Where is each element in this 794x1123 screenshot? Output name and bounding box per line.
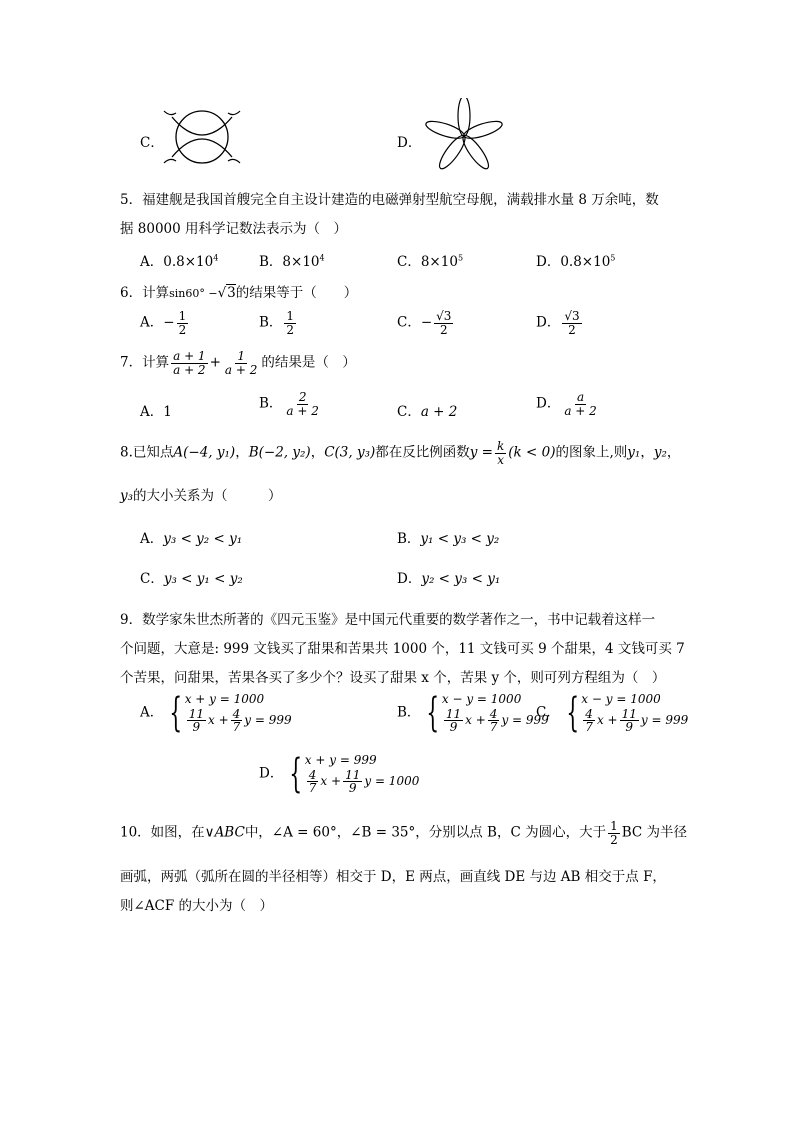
q4-option-d-label: D． xyxy=(397,135,422,151)
q5-option-d[interactable]: D．$0.8\times 10^5$ xyxy=(536,253,616,270)
q10-stem-line1: 10．如图，在∨ABC中，∠A = 60°，∠B = 35°，分别以点 B，C 为圆心，大于 $\frac{1}{2}$ BC 为半径 xyxy=(120,819,688,847)
q5-stem-line1: 5．福建舰是我国首艘完全自主设计建造的电磁弹射型航空母舰，满载排水量 8 万余吨，数 xyxy=(120,192,659,208)
q7-option-d[interactable]: D． $\frac{a}{a + 2}$ xyxy=(536,390,597,418)
q8-stem-line2: y₃的大小关系为（ ） xyxy=(120,488,282,504)
q6-option-c[interactable]: C．− $\frac{√3}{2}$ xyxy=(397,309,452,337)
q4-option-c-label: C． xyxy=(140,135,164,151)
q9-stem-line3: 个苦果，问甜果，苦果各买了多少个？设买了甜果 x 个，苦果 y 个，则可列方程组为（ ） xyxy=(120,670,666,686)
q6-option-a[interactable]: A．− $\frac{1}{2}$ xyxy=(140,309,187,337)
q4-option-d-figure xyxy=(420,98,508,176)
q8-stem-line1: 8.已知点A(−4, y₁)，B(−2, y₂)，C(3, y₃)都在反比例函数y = $\frac{k}{x}$ (k < 0)的图象上,则y₁，y₂， xyxy=(120,439,681,467)
q7-stem: 7．计算 $\frac{a + 1}{a + 2}$ + $\frac{1}{a + 2}$ 的结果是（ ） xyxy=(120,349,356,377)
q5-option-a[interactable]: A．$0.8\times 10^4$ xyxy=(140,253,219,270)
q10-stem-line3: 则∠ACF 的大小为（ ） xyxy=(120,898,274,914)
q9-option-d[interactable]: D． { x + y = 999 $\frac{4}{7}$ x + $\frac{11}{9}$ y = 1000 xyxy=(259,750,420,797)
q5-stem-line2: 据 80000 用科学记数法表示为（ ） xyxy=(120,221,348,237)
q7-option-a[interactable]: A．1 xyxy=(140,404,172,420)
q9-stem-line1: 9．数学家朱世杰所著的《四元玉鉴》是中国元代重要的数学著作之一，书中记载着这样一 xyxy=(120,612,656,628)
q8-option-b[interactable]: B．y₁ < y₃ < y₂ xyxy=(397,531,500,547)
q9-option-a[interactable]: A． { x + y = 1000 $\frac{11}{9}$ x + $\frac{4}{7}$ y = 999 xyxy=(140,689,292,736)
q9-option-b[interactable]: B． { x − y = 1000 $\frac{11}{9}$ x + $\frac{4}{7}$ y = 999 xyxy=(397,689,549,736)
q8-option-d[interactable]: D．y₂ < y₃ < y₁ xyxy=(397,571,501,587)
q7-option-c[interactable]: C．a + 2 xyxy=(397,404,458,420)
q8-option-c[interactable]: C．y₃ < y₁ < y₂ xyxy=(140,571,243,587)
q7-option-b[interactable]: B． $\frac{2}{a + 2}$ xyxy=(259,390,319,418)
q5-option-c[interactable]: C．$8\times 10^5$ xyxy=(397,253,464,270)
q6-option-d[interactable]: D． $\frac{√3}{2}$ xyxy=(536,309,580,337)
q6-option-b[interactable]: B． $\frac{1}{2}$ xyxy=(259,309,295,337)
q6-stem: 6．计算sin60° −√3的结果等于（ ） xyxy=(120,285,358,301)
q9-option-c[interactable]: C． { x − y = 1000 $\frac{4}{7}$ x + $\frac{11}{9}$ y = 999 xyxy=(536,689,689,736)
q4-option-c-figure xyxy=(162,103,242,171)
q10-stem-line2: 画弧，两弧（弧所在圆的半径相等）相交于 D，E 两点，画直线 DE 与边 AB 相交于点 F， xyxy=(120,869,666,885)
q8-option-a[interactable]: A．y₃ < y₂ < y₁ xyxy=(140,531,243,547)
q5-option-b[interactable]: B．$8\times 10^4$ xyxy=(259,253,325,270)
q9-stem-line2: 个问题，大意是: 999 文钱买了甜果和苦果共 1000 个，11 文钱可买 9 个甜果，4 文钱可买 7 xyxy=(120,641,685,657)
